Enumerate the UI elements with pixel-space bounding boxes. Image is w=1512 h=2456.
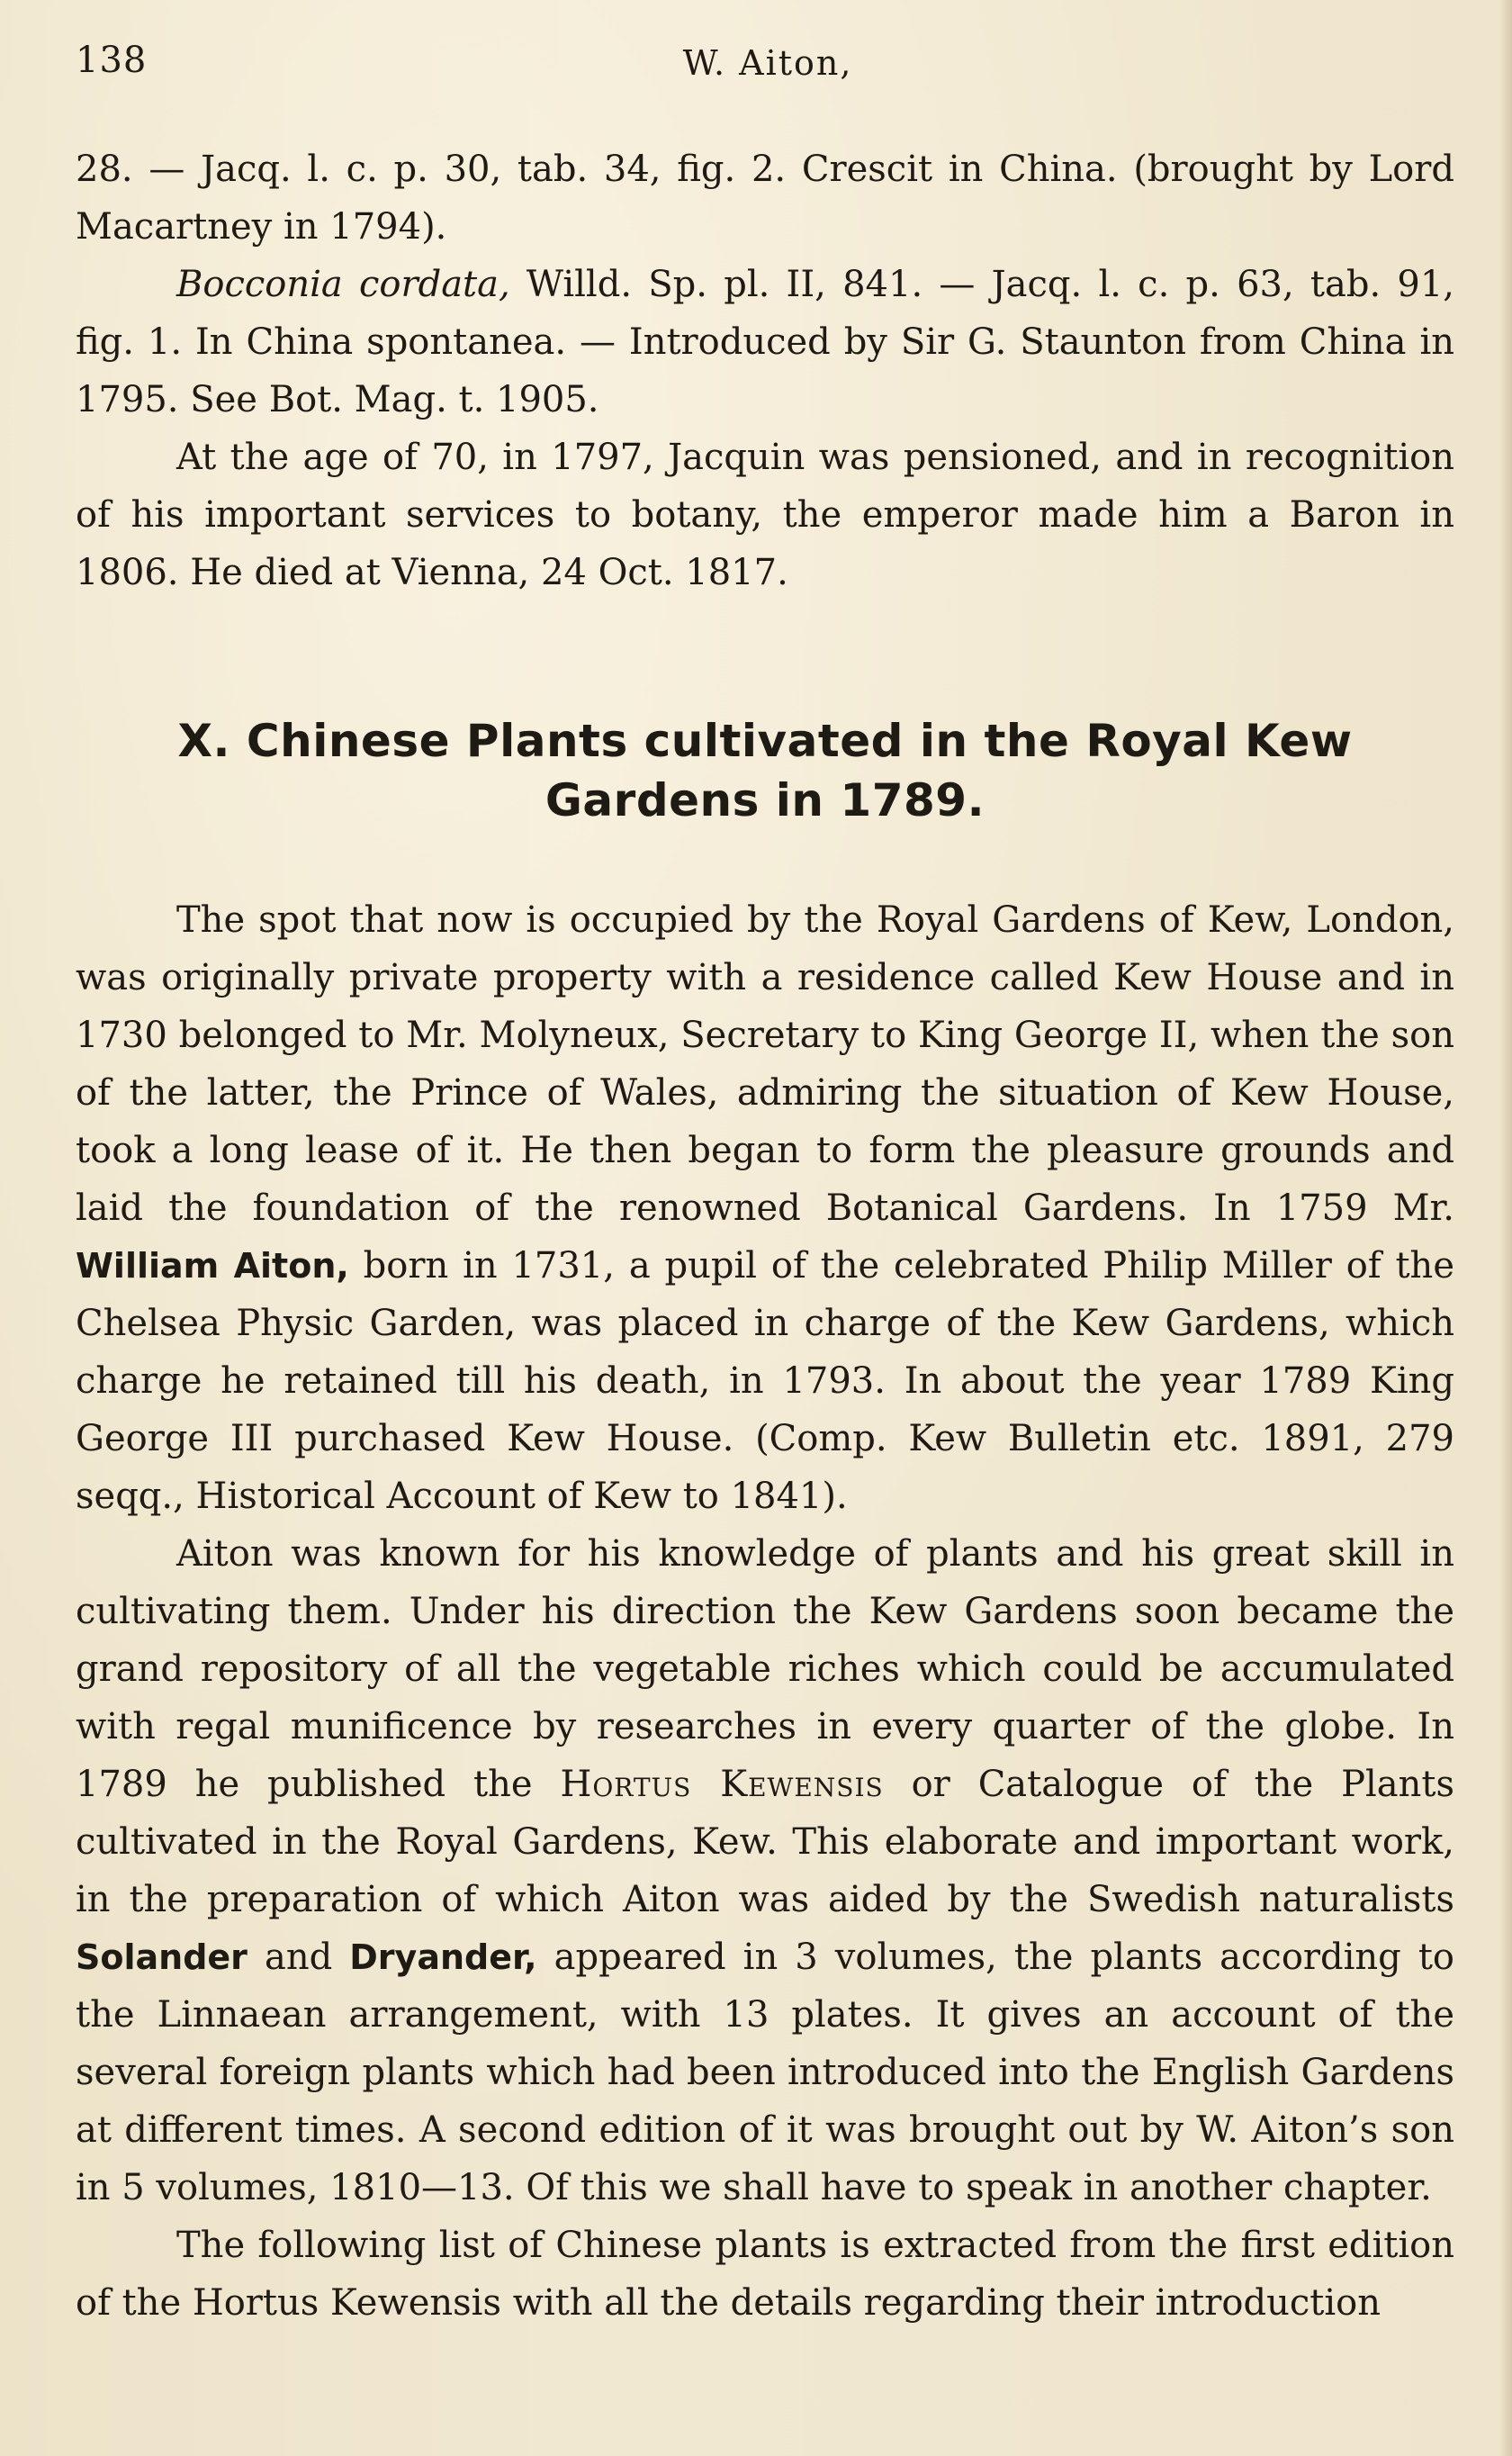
- running-head: W. Aiton,: [682, 43, 853, 83]
- paragraph-list-intro: The following list of Chinese plants is extracted from the first edition of the Hortus Kewensis with all the details regarding their introduction: [76, 2225, 1454, 2324]
- paragraph-kew-history: The spot that now is occupied by the Royal Gardens of Kew, London, was originally private property with a residence called Kew House and in 1730 belonged to Mr. Molyneux, Secretary to King George II, when the son of the latter, the Prince of Wales, admiring the situation of Kew House, took a long lease of it. He then began to form the pleasure grounds and laid the foundation of the renowned Botanical Gardens. In 1759 Mr. William Aiton, born in 1731, a pupil of the celebrated Philip Miller of the Chelsea Physic Garden, was placed in charge of the Kew Gardens, which charge he retained till his death, in 1793. In about the year 1789 King George III purchased Kew House. (Comp. Kew Bulletin etc. 1891, 279 seqq., Historical Account of Kew to 1841).: [76, 899, 1454, 1517]
- section-body: [76, 891, 1454, 2332]
- page-number: 138: [76, 40, 148, 81]
- paragraph-jacquin: At the age of 70, in 1797, Jacquin was pensioned, and in recognition of his important services to botany, the emperor made him a Baron in 1806. He died at Vienna, 24 Oct. 1817.: [76, 437, 1454, 593]
- person-name: William Aiton,: [76, 1246, 349, 1286]
- person-name: Solander: [76, 1937, 248, 1977]
- paragraph-bocconia: Bocconia cordata, Willd. Sp. pl. II, 841. — Jacq. l. c. p. 63, tab. 91, fig. 1. In China spontanea. — Introduced by Sir G. Staunton from China in 1795. See Bot. Mag. t. 1905.: [76, 264, 1454, 420]
- species-name: Bocconia cordata,: [176, 264, 510, 305]
- book-title: Hortus Kewensis: [560, 1764, 884, 1805]
- page-header: [76, 40, 1460, 94]
- section-heading: X. Chinese Plants cultivated in the Royal Kew Gardens in 1789.: [177, 715, 1353, 826]
- continued-text-block: [76, 140, 1454, 601]
- paragraph-reference-28: 28. — Jacq. l. c. p. 30, tab. 34, fig. 2. Crescit in China. (brought by Lord Macartney in 1794).: [76, 149, 1454, 248]
- paragraph-aiton-work: Aiton was known for his knowledge of plants and his great skill in cultivating them. Under his direction the Kew Gardens soon became the grand repository of all the vegetable riches which could be accumulated with regal munificence by researches in every quarter of the globe. In 1789 he published the Hortus Kewensis or Catalogue of the Plants cultivated in the Royal Gardens, Kew. This elaborate and important work, in the preparation of which Aiton was aided by the Swedish naturalists Solander and Dryander, appeared in 3 volumes, the plants according to the Linnaean arrangement, with 13 plates. It gives an account of the several foreign plants which had been introduced into the English Gardens at different times. A second edition of it was brought out by W. Aiton’s son in 5 volumes, 1810—13. Of this we shall have to speak in another chapter.: [76, 1533, 1455, 2208]
- person-name: Dryander,: [349, 1937, 537, 1977]
